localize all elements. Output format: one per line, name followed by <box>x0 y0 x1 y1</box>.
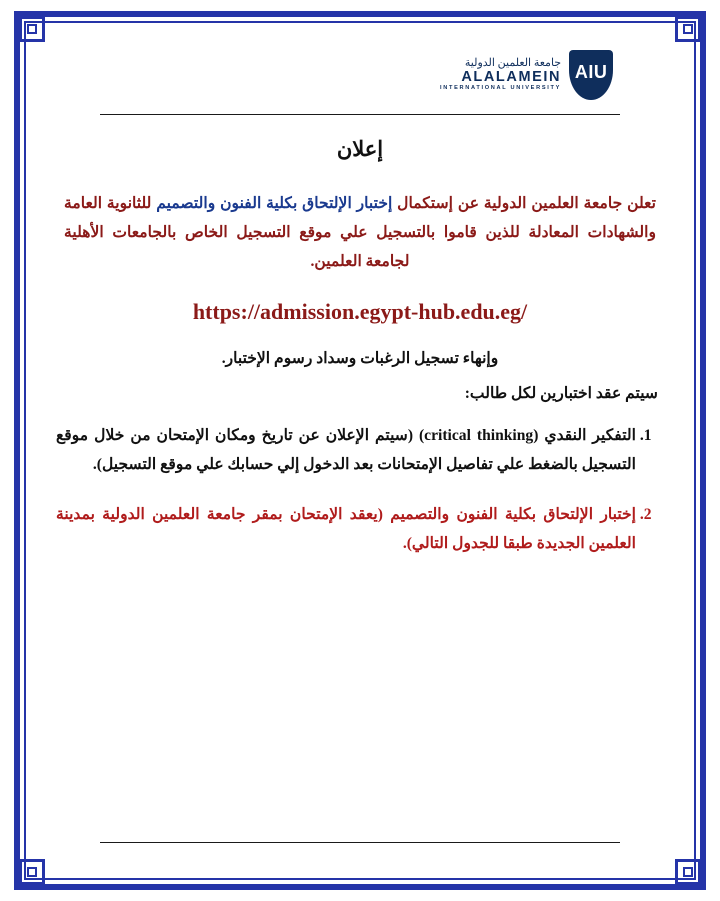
list-item <box>56 500 636 559</box>
page-title: إعلان <box>336 137 384 161</box>
divider-top <box>100 114 620 115</box>
divider-bottom <box>100 842 620 843</box>
shield-icon <box>569 50 613 100</box>
announcement-paragraph-3: سيتم عقد اختبارين لكل طالب: <box>464 384 658 402</box>
logo-latin-name: ALALAMEIN <box>461 68 562 85</box>
exam-list <box>56 421 658 560</box>
paragraph-1-highlight: إختبار الإلتحاق بكلية الفنون والتصميم <box>156 195 393 212</box>
corner-ornament-top-right <box>675 16 701 42</box>
announcement-paragraph-2: وإنهاء تسجيل الرغبات وسداد رسوم الإختبار. <box>221 349 499 367</box>
corner-ornament-bottom-left <box>19 859 45 885</box>
item-1-text-after: (سيتم الإعلان عن تاريخ ومكان الإمتحان من خلال موقع التسجيل بالضغط علي تفاصيل الإمتحانات بعد الدخول إلي حسابك علي موقع التسجيل). <box>56 426 636 474</box>
corner-ornament-top-left <box>19 16 45 42</box>
logo-arabic-name: جامعة العلمين الدولية <box>464 57 562 70</box>
university-logo <box>48 40 672 108</box>
logo-shield-text: AIU <box>574 61 608 82</box>
logo-latin-subtitle: INTERNATIONAL UNIVERSITY <box>440 84 562 91</box>
paragraph-1-part-2: للثانوية العامة والشهادات المعادلة للذين قاموا بالتسجيل علي موقع التسجيل الخاص بالجامعات الأهلية لجامعة العلمين. <box>64 195 656 270</box>
item-1-latin-term: (critical thinking) <box>418 426 539 444</box>
corner-ornament-bottom-right <box>675 859 701 885</box>
announcement-paragraph <box>64 190 656 277</box>
admission-link[interactable]: https://admission.egypt-hub.edu.eg/ <box>192 298 528 324</box>
paragraph-1-part-1: تعلن جامعة العلمين الدولية عن إستكمال <box>392 195 656 212</box>
list-item <box>56 421 636 480</box>
document-content <box>48 40 672 861</box>
item-1-text-before: التفكير النقدي <box>538 426 636 444</box>
item-2-text-before: إختبار الإلتحاق بكلية الفنون والتصميم (يعقد الإمتحان بمقر جامعة العلمين الدولية بمدينة العلمين الجديدة طبقا للجدول التالي). <box>56 505 636 553</box>
